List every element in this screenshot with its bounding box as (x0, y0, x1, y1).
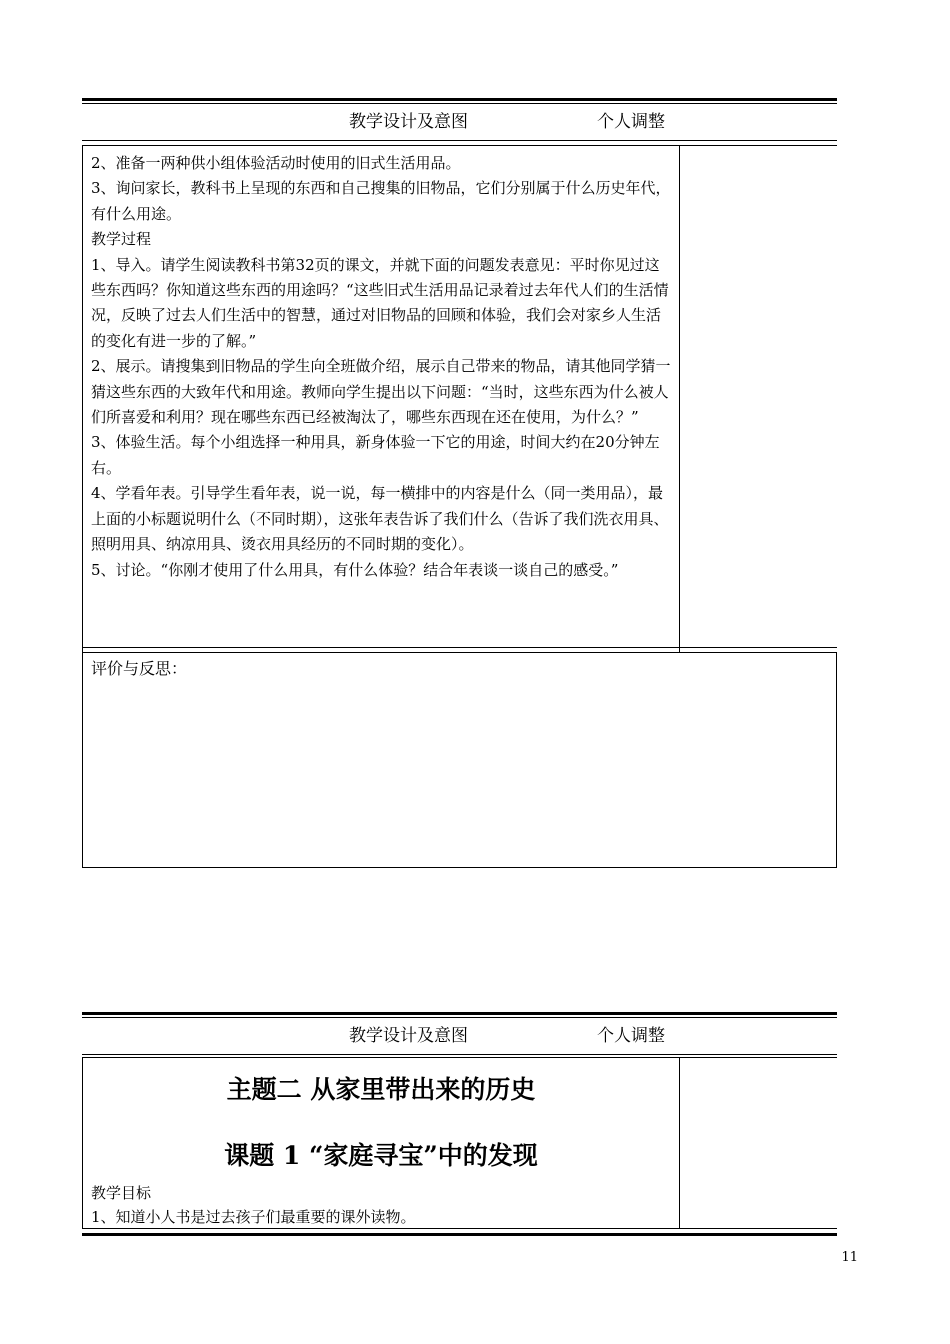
header-design-label: 教学设计及意图 (349, 1026, 468, 1046)
header-rule-2 (82, 145, 837, 146)
eval-right-border (836, 652, 837, 868)
goal-item: 1、知道小人书是过去孩子们最重要的课外读物。 (91, 1208, 416, 1226)
column-divider (679, 145, 680, 653)
left-border (82, 1057, 83, 1229)
eval-top-rule (82, 652, 837, 653)
top-rule-inner (82, 1017, 837, 1018)
header-adjust-label: 个人调整 (597, 1026, 665, 1046)
lesson-title: 课题 1 “家庭寻宝”中的发现 (224, 1141, 538, 1170)
header-rule (82, 1054, 837, 1055)
paragraph: 2、展示。请搜集到旧物品的学生向全班做介绍，展示自己带来的物品，请其他同学猜一猜这些东西的大致年代和用途。教师向学生提出以下问题：“当时，这些东西为什么被人们所喜爱和利用？现在哪些东西已经被淘汰了，哪些东西现在还在使用，为什么？” (91, 357, 671, 427)
eval-left-border (82, 652, 83, 868)
paragraph: 3、询问家长，教科书上呈现的东西和自己搜集的旧物品，它们分别属于什么历史年代，有什么用途。 (91, 179, 671, 223)
content-bottom-rule (82, 647, 837, 648)
lesson-content (91, 151, 674, 583)
bottom-rule-thick (82, 1233, 837, 1236)
eval-bottom-rule (82, 867, 837, 868)
paragraph: 教学过程 (91, 230, 152, 249)
paragraph: 2、准备一两种供小组体验活动时使用的旧式生活用品。 (91, 154, 461, 172)
page-number: 11 (841, 1250, 858, 1265)
header-adjust-label: 个人调整 (597, 112, 665, 132)
goal-label: 教学目标 (91, 1184, 152, 1202)
top-rule (82, 98, 837, 101)
paragraph: 3、体验生活。每个小组选择一种用具，新身体验一下它的用途，时间大约在20分钟左右。 (91, 433, 660, 477)
column-divider (679, 1057, 680, 1229)
paragraph: 1、导入。请学生阅读教科书第32页的课文，并就下面的问题发表意见：平时你见过这些东西吗？你知道这些东西的用途吗？“这些旧式生活用品记录着过去年代人们的生活情况，反映了过去人们生活中的智慧，通过对旧物品的回顾和体验，我们会对家乡人生活的变化有进一步的了解。” (91, 255, 669, 350)
header-design-label: 教学设计及意图 (349, 112, 468, 132)
header-rule (82, 140, 837, 141)
top-rule (82, 1012, 837, 1015)
evaluation-label: 评价与反思： (91, 659, 188, 678)
top-rule-inner (82, 103, 837, 104)
paragraph: 4、学看年表。引导学生看年表，说一说，每一横排中的内容是什么（同一类用品），最上面的小标题说明什么（不同时期），这张年表告诉了我们什么（告诉了我们洗衣用具、照明用具、纳凉用具、烫衣用具经历的不同时期的变化）。 (91, 484, 669, 554)
paragraph: 5、讨论。“你刚才使用了什么用具，有什么体验？结合年表谈一谈自己的感受。” (91, 560, 619, 579)
header-rule-2 (82, 1057, 837, 1058)
left-border (82, 145, 83, 653)
bottom-rule (82, 1228, 837, 1229)
theme-title: 主题二 从家里带出来的历史 (226, 1075, 536, 1104)
